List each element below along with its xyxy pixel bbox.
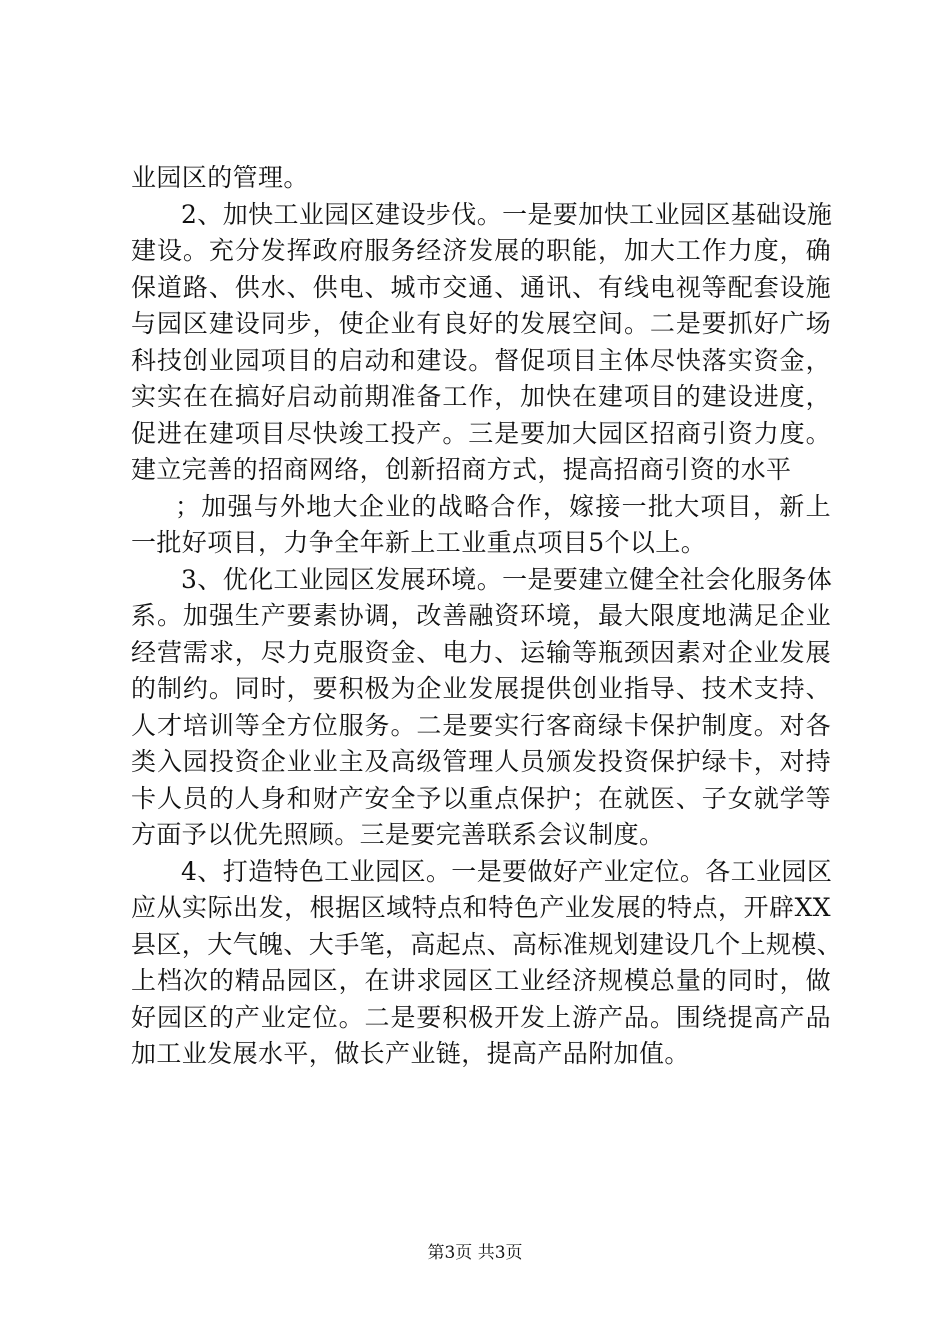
text-line: 卡人员的人身和财产安全予以重点保护；在就医、子女就学等: [131, 783, 831, 813]
text-line: 建设。充分发挥政府服务经济发展的职能，加大工作力度，确: [131, 236, 831, 265]
text-line: 业园区的管理。: [131, 163, 309, 192]
text-line: 4、打造特色工业园区。一是要做好产业定位。各工业园区: [181, 856, 833, 886]
text-line: 2、加快工业园区建设步伐。一是要加快工业园区基础设施: [181, 199, 833, 229]
text-line: ；加强与外地大企业的战略合作，嫁接一批大项目，新上: [175, 491, 831, 521]
text-line: 实实在在搞好启动前期准备工作，加快在建项目的建设进度，: [131, 382, 831, 411]
text-line: 的制约。同时，要积极为企业发展提供创业指导、技术支持、: [131, 674, 831, 703]
page-number: 第3页 共3页: [427, 1243, 523, 1263]
text-line: 类入园投资企业业主及高级管理人员颁发投资保护绿卡，对持: [131, 747, 831, 776]
text-line: 与园区建设同步，使企业有良好的发展空间。二是要抓好广场: [131, 309, 831, 338]
text-line: 应从实际出发，根据区域特点和特色产业发展的特点，开辟XX: [131, 893, 831, 922]
text-line: 县区，大气魄、大手笔，高起点、高标准规划建设几个上规模、: [131, 929, 843, 959]
text-line: 3、优化工业园区发展环境。一是要建立健全社会化服务体: [181, 564, 833, 594]
text-line: 好园区的产业定位。二是要积极开发上游产品。围绕提高产品: [131, 1002, 831, 1032]
text-line: 一批好项目，力争全年新上工业重点项目5个以上。: [131, 528, 707, 557]
text-line: 建立完善的招商网络，创新招商方式，提高招商引资的水平: [131, 455, 792, 484]
text-line: 方面予以优先照顾。三是要完善联系会议制度。: [131, 820, 665, 849]
text-line: 系。加强生产要素协调，改善融资环境，最大限度地满足企业: [131, 601, 831, 630]
text-line: 上档次的精品园区，在讲求园区工业经济规模总量的同时，做: [131, 966, 831, 995]
document-body: [131, 160, 843, 1073]
text-line: 保道路、供水、供电、城市交通、通讯、有线电视等配套设施: [131, 272, 831, 302]
text-line: 人才培训等全方位服务。二是要实行客商绿卡保护制度。对各: [131, 710, 831, 740]
text-line: 经营需求，尽力克服资金、电力、运输等瓶颈因素对企业发展: [131, 637, 831, 667]
text-line: 促进在建项目尽快竣工投产。三是要加大园区招商引资力度。: [131, 418, 831, 448]
text-line: 加工业发展水平，做长产业链，提高产品附加值。: [131, 1039, 690, 1068]
text-line: 科技创业园项目的启动和建设。督促项目主体尽快落实资金，: [131, 345, 831, 375]
